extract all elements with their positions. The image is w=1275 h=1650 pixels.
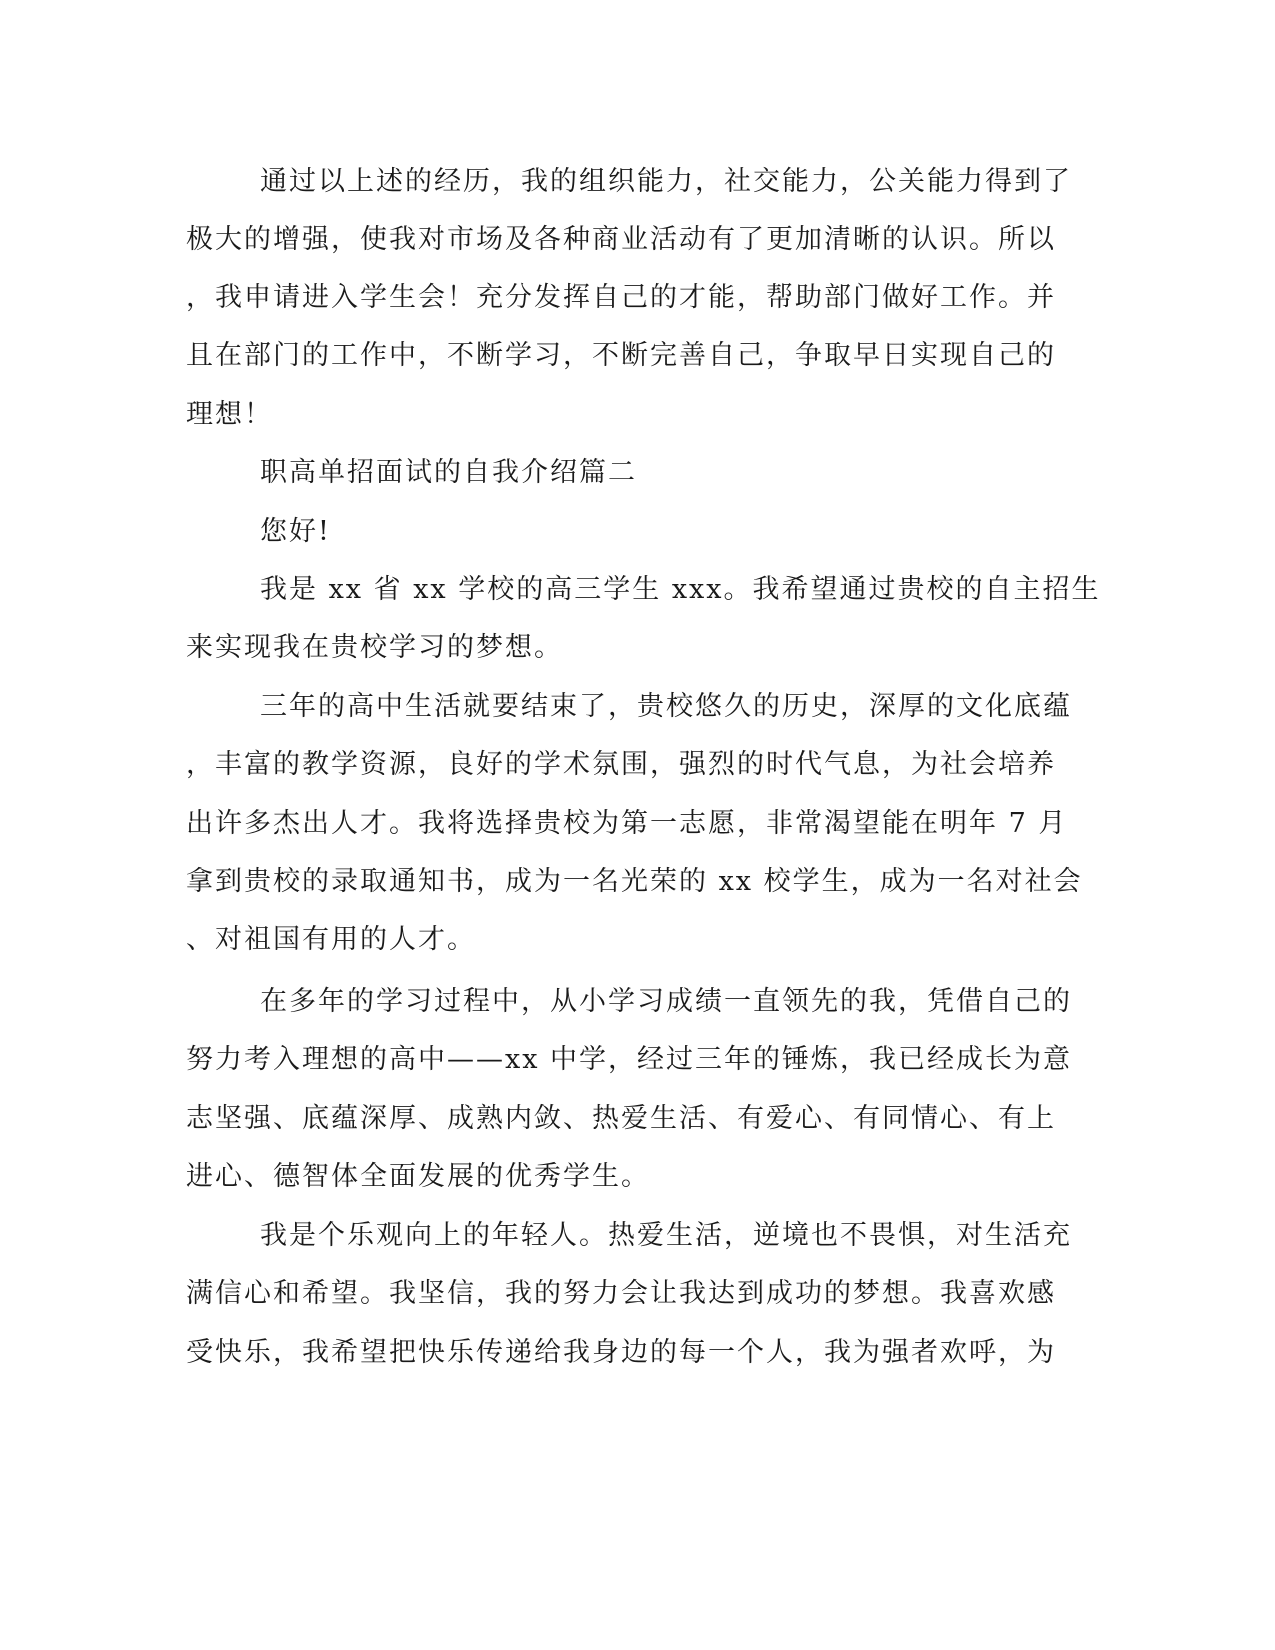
paragraph-line: 我是 xx 省 xx 学校的高三学生 xxx。我希望通过贵校的自主招生	[260, 574, 1101, 605]
paragraph-line: ，我申请进入学生会！充分发挥自己的才能，帮助部门做好工作。并	[186, 282, 1056, 313]
paragraph-line: 且在部门的工作中，不断学习，不断完善自己，争取早日实现自己的	[186, 340, 1056, 371]
paragraph-line: 在多年的学习过程中，从小学习成绩一直领先的我，凭借自己的	[260, 986, 1072, 1017]
section-heading: 职高单招面试的自我介绍篇二	[260, 457, 637, 488]
paragraph-line: 志坚强、底蕴深厚、成熟内敛、热爱生活、有爱心、有同情心、有上	[186, 1103, 1056, 1134]
greeting: 您好!	[260, 516, 331, 547]
paragraph-line: 三年的高中生活就要结束了，贵校悠久的历史，深厚的文化底蕴	[260, 691, 1072, 722]
paragraph-line: 极大的增强，使我对市场及各种商业活动有了更加清晰的认识。所以	[186, 224, 1056, 255]
paragraph-line: 努力考入理想的高中——xx 中学，经过三年的锤炼，我已经成长为意	[186, 1044, 1073, 1075]
paragraph-line: 我是个乐观向上的年轻人。热爱生活，逆境也不畏惧，对生活充	[260, 1220, 1072, 1251]
paragraph-line: 拿到贵校的录取通知书，成为一名光荣的 xx 校学生，成为一名对社会	[186, 866, 1083, 897]
paragraph-line: 满信心和希望。我坚信，我的努力会让我达到成功的梦想。我喜欢感	[186, 1278, 1056, 1309]
paragraph-line: ，丰富的教学资源，良好的学术氛围，强烈的时代气息，为社会培养	[186, 749, 1056, 780]
paragraph-line: 来实现我在贵校学习的梦想。	[186, 632, 563, 663]
paragraph-line: 受快乐，我希望把快乐传递给我身边的每一个人，我为强者欢呼，为	[186, 1337, 1056, 1368]
paragraph-line: 进心、德智体全面发展的优秀学生。	[186, 1161, 650, 1192]
paragraph-line: 出许多杰出人才。我将选择贵校为第一志愿，非常渴望能在明年 7 月	[186, 808, 1068, 839]
paragraph-line: 通过以上述的经历，我的组织能力，社交能力，公关能力得到了	[260, 166, 1072, 197]
paragraph-line: 理想！	[186, 399, 273, 430]
paragraph-line: 、对祖国有用的人才。	[186, 924, 476, 955]
